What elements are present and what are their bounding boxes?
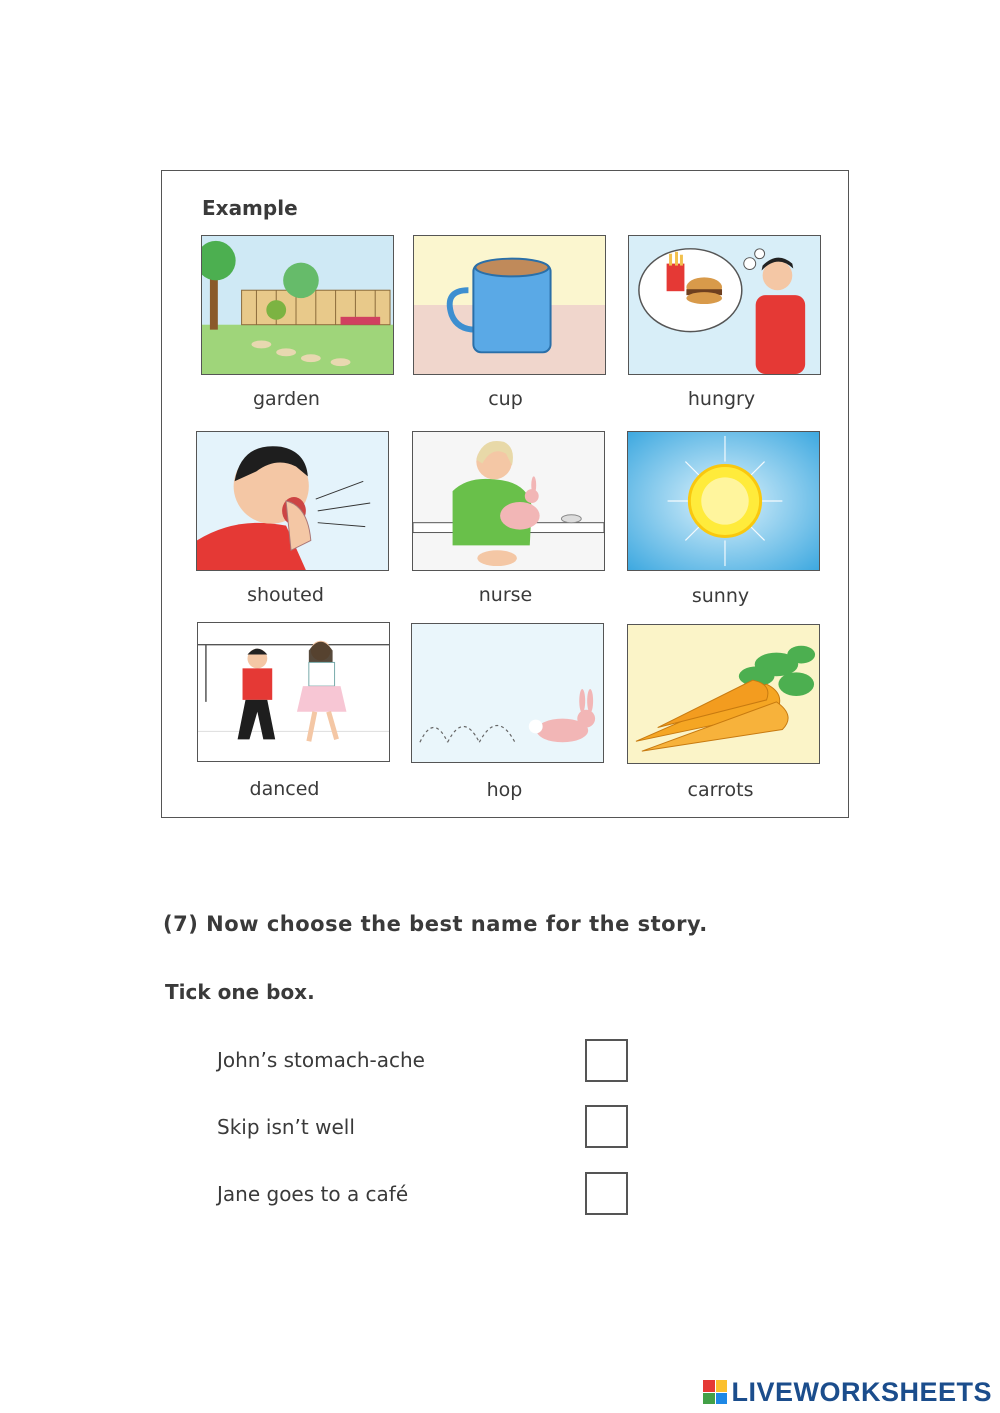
nurse-picture <box>412 431 605 571</box>
caption-hungry: hungry <box>687 388 756 410</box>
caption-hop: hop <box>486 779 523 801</box>
carrots-picture <box>627 624 820 764</box>
caption-danced: danced <box>249 778 320 800</box>
question-title: (7) Now choose the best name for the story. <box>163 912 708 936</box>
example-label: Example <box>202 196 298 220</box>
option-2-checkbox[interactable] <box>585 1105 628 1148</box>
option-label: John’s stomach-ache <box>217 1048 425 1072</box>
liveworksheets-logo <box>703 1377 992 1407</box>
hop-picture <box>411 623 604 763</box>
hungry-picture <box>628 235 821 375</box>
sunny-picture <box>627 431 820 571</box>
caption-cup: cup <box>488 388 523 410</box>
option-1-checkbox[interactable] <box>585 1039 628 1082</box>
cup-picture <box>413 235 606 375</box>
shouted-picture <box>196 431 389 571</box>
option-label: Jane goes to a café <box>217 1182 409 1206</box>
question-instruction: Tick one box. <box>165 980 315 1004</box>
logo-icon <box>703 1380 727 1404</box>
caption-garden: garden <box>253 388 320 410</box>
caption-nurse: nurse <box>478 584 533 606</box>
option-label: Skip isn’t well <box>217 1115 355 1139</box>
logo-text: LIVEWORKSHEETS <box>731 1376 992 1407</box>
caption-carrots: carrots <box>687 779 754 801</box>
caption-shouted: shouted <box>247 584 324 606</box>
garden-picture <box>201 235 394 375</box>
caption-sunny: sunny <box>691 585 750 607</box>
danced-picture <box>197 622 390 762</box>
option-3-checkbox[interactable] <box>585 1172 628 1215</box>
